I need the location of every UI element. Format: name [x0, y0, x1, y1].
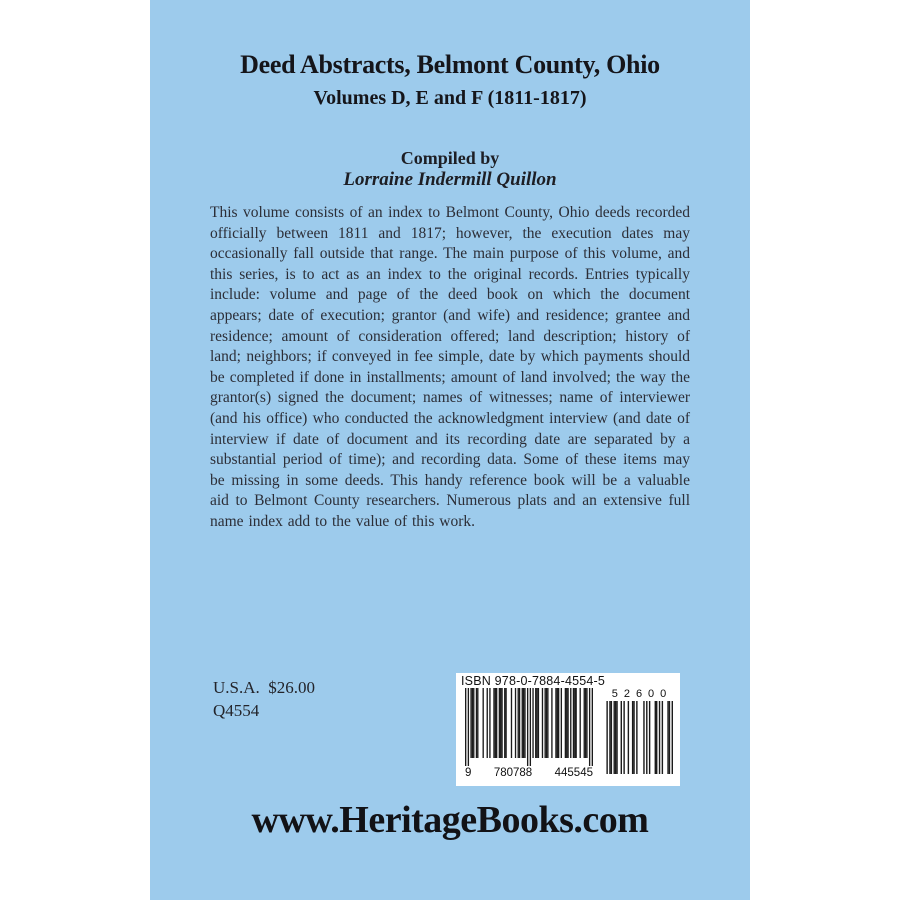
isbn-barcode-block	[456, 673, 680, 786]
ean13-barcode-bars	[465, 688, 593, 766]
addon-barcode-bars	[605, 701, 673, 774]
barcode-bars-row	[456, 688, 680, 786]
ean13-digit-group-right: 445545	[554, 767, 593, 779]
ean13-digits	[465, 767, 593, 779]
price-block	[213, 676, 315, 722]
catalog-number: Q4554	[213, 701, 260, 720]
isbn-label: ISBN 978-0-7884-4554-5	[461, 674, 606, 688]
compiled-by-label: Compiled by	[400, 148, 500, 168]
ean13-digit-group-first: 9	[465, 767, 472, 779]
book-back-cover	[150, 0, 750, 900]
book-description: This volume consists of an index to Belmont County, Ohio deeds recorded officially between 1811 and 1817; however, the execution dates may occasionally fall outside that range. The main purpose of this volume, and this series, is to act as an index to the original records. Entries typically include: volume and page of the deed book on which the document appears; date of execution; grantor (and wife) and residence; grantee and residence; amount of consideration offered; land description; history of land; neighbors; if conveyed in fee simple, date by which payments should be completed if done in installments; amount of land involved; the way the grantor(s) signed the document; names of witnesses; name of interviewer (and his office) who conducted the acknowledgment interview (and date of interview if date of document and its recording date are separated by a substantial period of time); and recording data. Some of these items may be missing in some deeds. This handy reference book will be a valuable aid to Belmont County researchers. Numerous plats and an extensive full name index add to the value of this work.	[210, 204, 690, 530]
publisher-website: www.HeritageBooks.com	[251, 799, 649, 841]
addon-digits: 52600	[611, 688, 673, 700]
author-name: Lorraine Indermill Quillon	[343, 169, 557, 190]
book-title: Deed Abstracts, Belmont County, Ohio	[240, 50, 660, 79]
price-addon-barcode	[605, 688, 673, 774]
book-subtitle: Volumes D, E and F (1811-1817)	[313, 87, 587, 109]
ean13-digit-group-left: 780788	[493, 767, 533, 779]
price: U.S.A. $26.00	[213, 678, 316, 697]
ean13-barcode	[465, 688, 593, 779]
